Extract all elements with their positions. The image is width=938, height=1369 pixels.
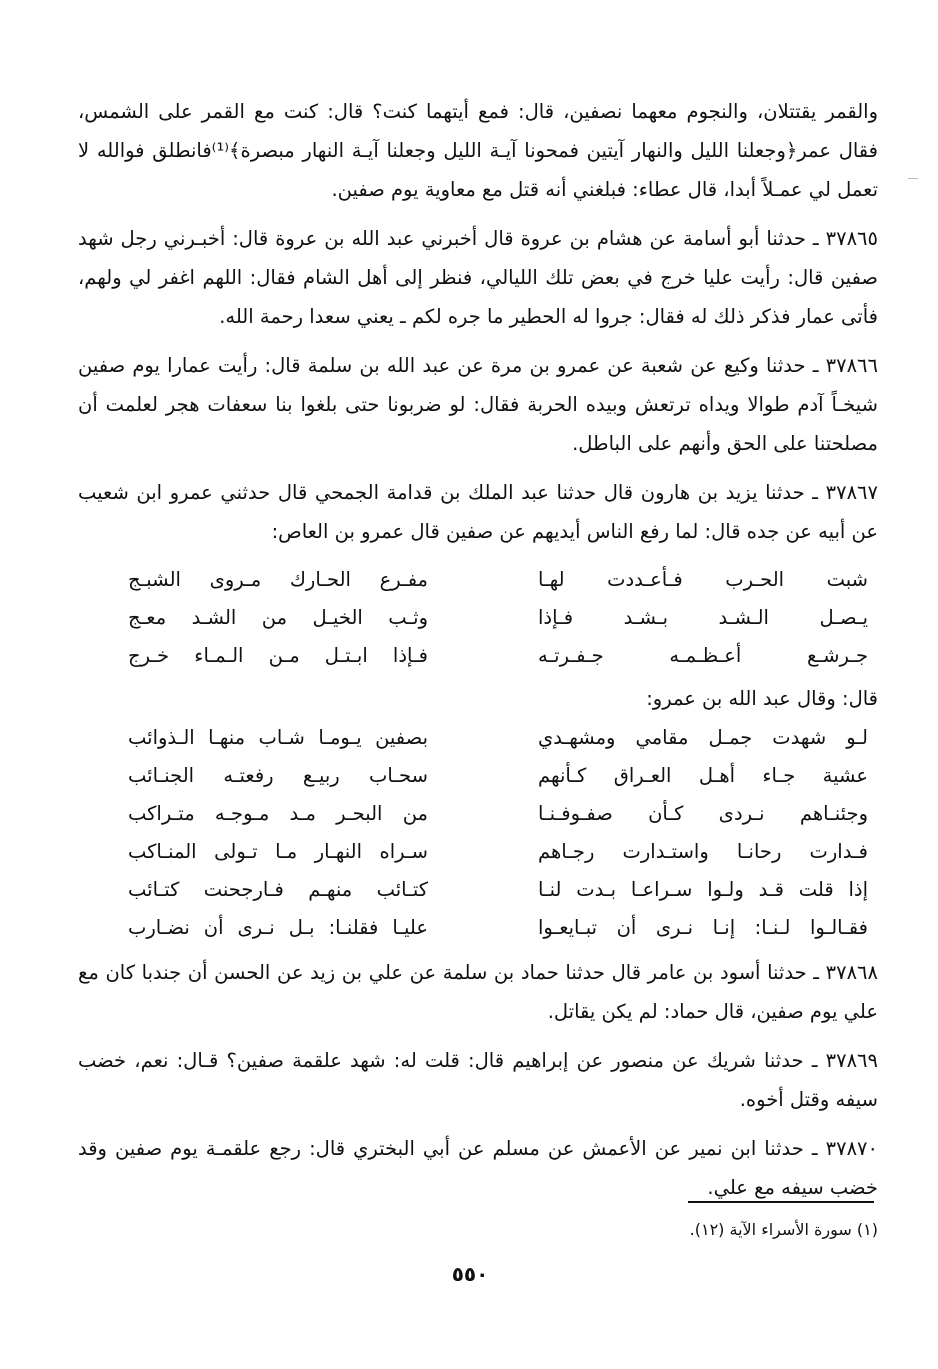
hadith-37870: ٣٧٨٧٠ ـ حدثنا ابن نمير عن الأعمش عن مسلم عن أبي البختري قال: رجع علقمـة يوم صفين وقد خضب سيفه مع علي. <box>78 1137 878 1199</box>
hemistich-second: فـإذا ابـتـل مـن الـمـاء خـرج <box>128 644 428 667</box>
footnote: (١) سورة الأسراء الآية (١٢). <box>689 1220 878 1239</box>
verse <box>78 719 878 757</box>
verse <box>78 599 878 637</box>
verse <box>78 561 878 599</box>
hemistich-second: سحـاب ربيـع رفعتـه الجنـائب <box>128 764 428 787</box>
hadith-37865: ٣٧٨٦٥ ـ حدثنا أبو أسامة عن هشام بن عروة قال أخبرني عبد الله بن عروة قال: أخبـرني رجل شهد صفين قال: رأيت عليا خرج في بعض تلك الليالي، فنظر إلى أهل الشام فقال: اللهم اغفر لي ولهم، فأتى عمار فذكر ذلك له فقال: جروا له الحطير ما جره لكم ـ يعني سعدا رحمة الله. <box>78 227 878 328</box>
verse <box>78 757 878 795</box>
hemistich-first: فقـالـوا لـنـا: إنـا نـرى أن تبـايعـوا <box>538 916 868 939</box>
hemistich-second: كتـائب منهـم فـارجحنت كتـائب <box>128 878 428 901</box>
hemistich-second: عليـا فقلنـا: بـل نـرى أن نضـارب <box>128 916 428 939</box>
hemistich-first: وجئنـاهم نـردى كـأن صفـوفـنـا <box>538 802 868 825</box>
verse <box>78 795 878 833</box>
hemistich-second: بصفين يـومـا شـاب منهـا الـذوائب <box>128 726 428 749</box>
hemistich-first: إذا قلت قـد ولـوا سـراعـا بـدت لنـا <box>538 878 868 901</box>
hemistich-second: من البحـر مـد مـوجـه متـراكب <box>128 802 428 825</box>
hemistich-first: جـرشـع أعـظـمـه جـفـرتـه <box>538 644 868 667</box>
paragraph: والقمر يقتتلان، والنجوم معهما نصفين، قال: فمع أيتهما كنت؟ قال: كنت مع القمر على الشمس، فقال عمر﴿وجعلنا الليل والنهار آيتين فمحونا آيـة الليل وجعلنا آيـة النهار مبصرة﴾⁽¹⁾فانطلق فوالله لا تعمل لي عمـلاً أبدا، قال عطاء: فبلغني أنه قتل مع معاوية يوم صفين. <box>78 100 878 201</box>
hadith-37868: ٣٧٨٦٨ ـ حدثنا أسود بن عامر قال حدثنا حماد بن سلمة عن علي بن زيد عن الحسن أن جندبا كان مع علي يوم صفين، قال حماد: لم يكن يقاتل. <box>78 961 878 1023</box>
verse <box>78 871 878 909</box>
page-body <box>78 92 878 1217</box>
poem-abdullah <box>78 719 878 947</box>
verse <box>78 637 878 675</box>
hadith-37866: ٣٧٨٦٦ ـ حدثنا وكيع عن شعبة عن عمرو بن مرة عن عبد الله بن سلمة قال: رأيت عمارا يوم صفين شيخـاً آدم طوالا ويداه ترتعش وبيده الحربة فقال: لو ضربونا حتى بلغوا بنا سعفات هجر لعلمت أن مصلحتنا على الحق وأنهم على الباطل. <box>78 354 878 455</box>
poem-amr <box>78 561 878 675</box>
hemistich-first: شبت الحـرب فـأعـددت لهـا <box>538 568 868 591</box>
page-number: ٥٥٠ <box>451 1262 489 1286</box>
hadith-37867: ٣٧٨٦٧ ـ حدثنا يزيد بن هارون قال حدثنا عبد الملك بن قدامة الجمحي قال حدثني عمرو ابن شعيب عن أبيه عن جده قال: لما رفع الناس أيديهم عن صفين قال عمرو بن العاص: <box>78 481 878 543</box>
hemistich-first: فـدارت رحانـا واستـدارت رجـاهم <box>538 840 868 863</box>
hemistich-first: يـصـل الـشـد بـشـد فـإذا <box>538 606 868 629</box>
verse <box>78 909 878 947</box>
hemistich-second: سـراه النهـار مـا تـولى المنـاكب <box>128 840 428 863</box>
hemistich-second: وثـب الخيـل من الشـد معـج <box>128 606 428 629</box>
hadith-37869: ٣٧٨٦٩ ـ حدثنا شريك عن منصور عن إبراهيم قال: قلت له: شهد علقمة صفين؟ قـال: نعم، خضب سيفه وقتل أخوه. <box>78 1049 878 1111</box>
hemistich-first: عشية جـاء أهـل العـراق كـأنهم <box>538 764 868 787</box>
verse <box>78 833 878 871</box>
poem-intro: قال: وقال عبد الله بن عمرو: <box>646 687 878 710</box>
hemistich-second: مفـرع الحـارك مـروى الشبـج <box>128 568 428 591</box>
margin-mark <box>908 178 918 179</box>
footnote-divider <box>688 1201 874 1203</box>
hemistich-first: لـو شهدت جمـل مقامي ومشهـدي <box>538 726 868 749</box>
